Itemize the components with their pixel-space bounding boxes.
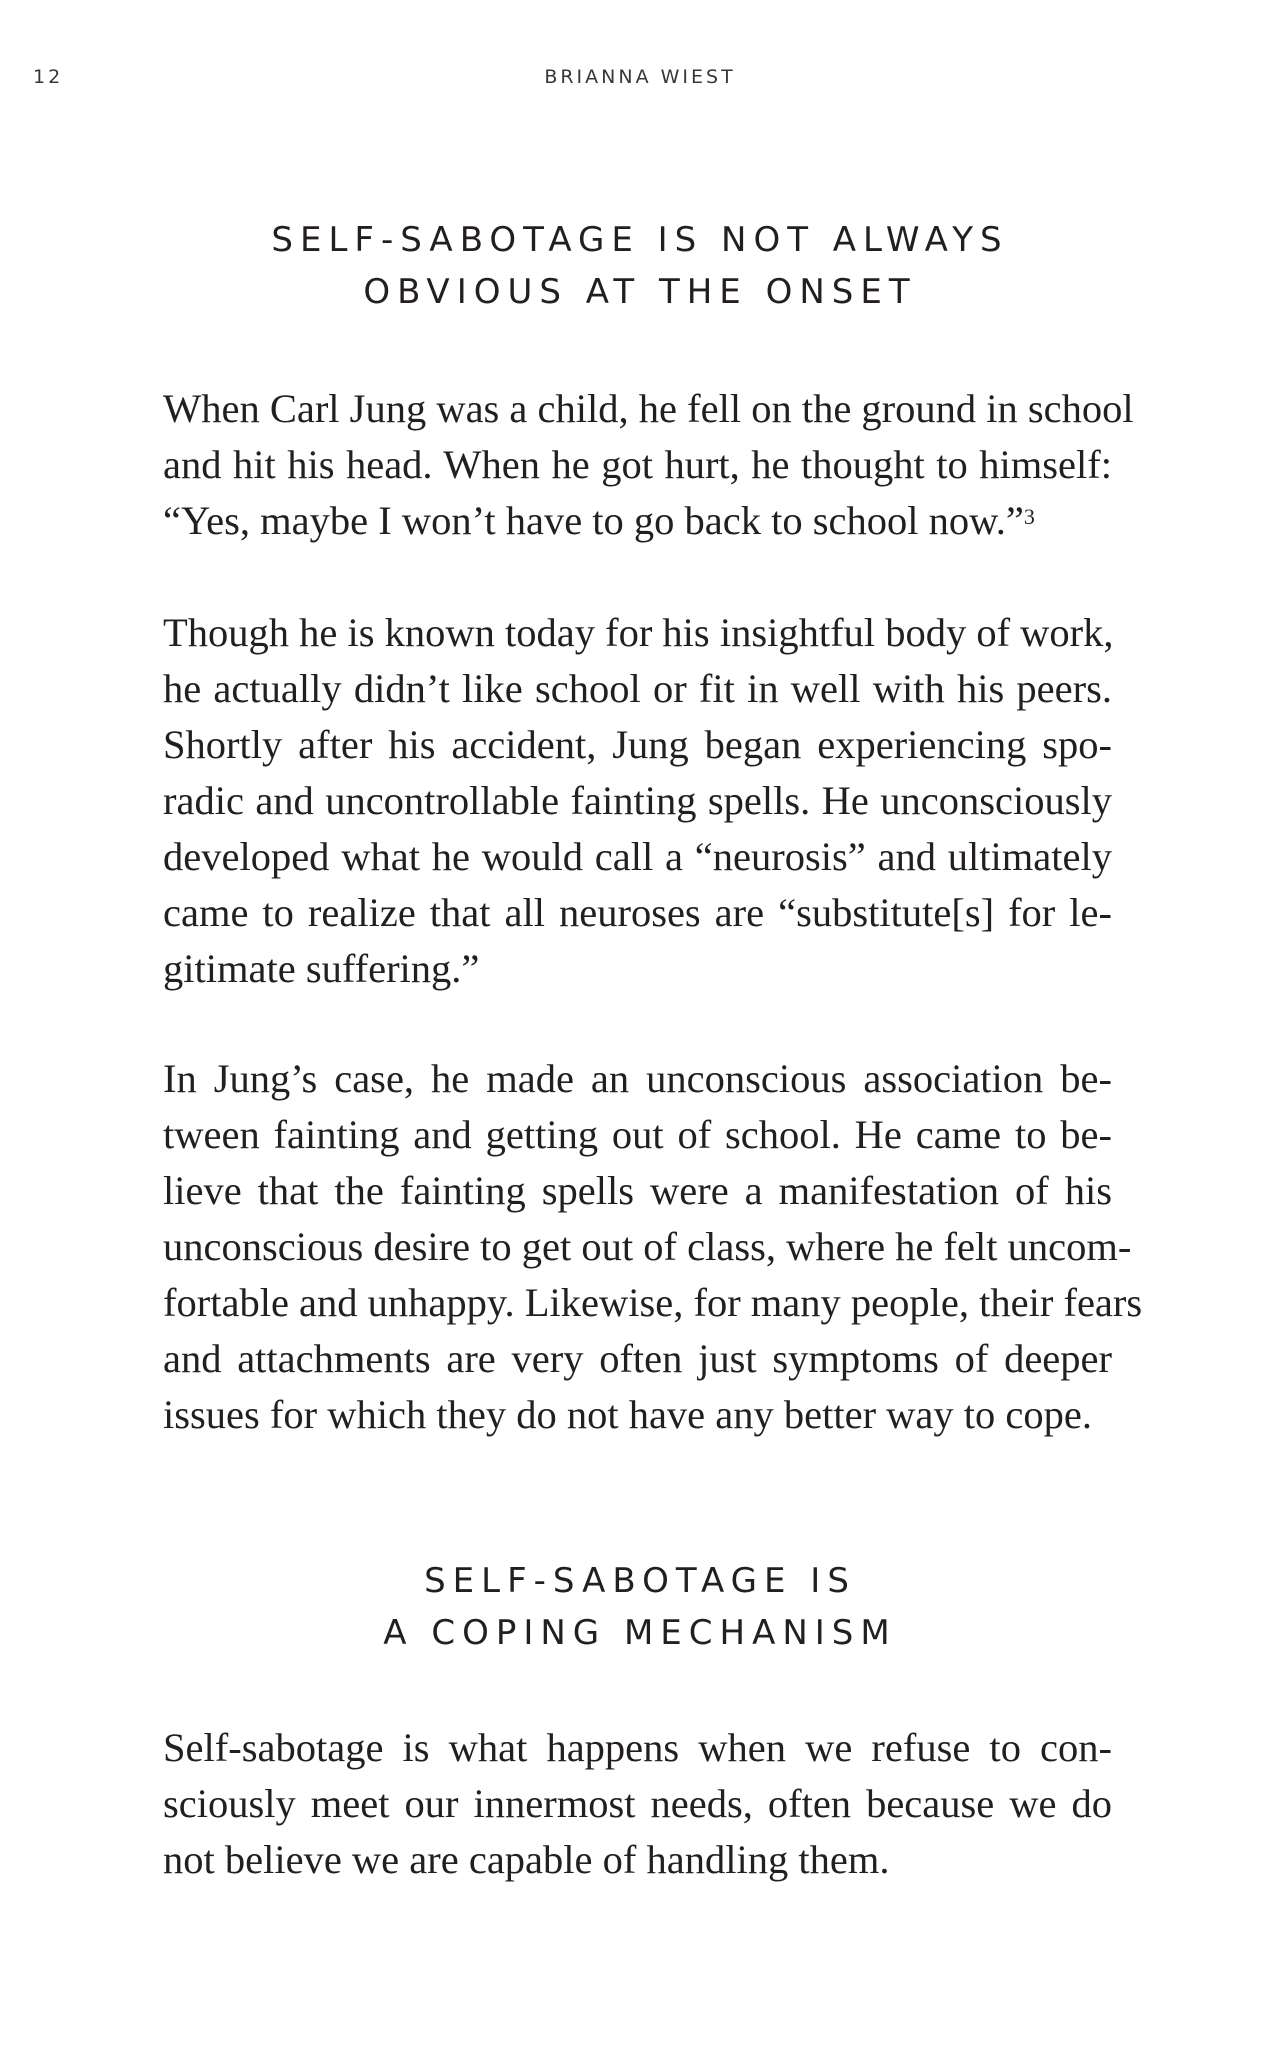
paragraph-line: developed what he would call a “neurosis” and ultimately — [163, 834, 1112, 879]
paragraph-line: not believe we are capable of handling them. — [163, 1837, 890, 1882]
paragraph-line: Though he is known today for his insightful body of work, — [163, 610, 1114, 655]
paragraph-line: Self-sabotage is what happens when we refuse to con- — [163, 1725, 1112, 1770]
paragraph-line: Shortly after his accident, Jung began experiencing spo- — [163, 722, 1112, 767]
section-heading-line: SELF-SABOTAGE IS NOT ALWAYS — [271, 220, 1009, 260]
section-heading-line: OBVIOUS AT THE ONSET — [363, 272, 917, 312]
paragraph-line: When Carl Jung was a child, he fell on the ground in school — [163, 386, 1134, 431]
paragraph-line: and attachments are very often just symptoms of deeper — [163, 1336, 1112, 1381]
paragraph-line: and hit his head. When he got hurt, he thought to himself: — [163, 442, 1112, 487]
paragraph-line: fortable and unhappy. Likewise, for many people, their fears — [163, 1280, 1143, 1325]
paragraph-line-with-footnote — [163, 493, 1112, 549]
footnote-marker[interactable]: 3 — [1023, 504, 1035, 529]
section-heading-line: SELF-SABOTAGE IS — [424, 1561, 856, 1601]
page-number: 12 — [33, 66, 64, 88]
section-heading-2 — [0, 1555, 1280, 1659]
running-head-author: BRIANNA WIEST — [544, 66, 736, 88]
paragraph-line: sciously meet our innermost needs, often because we do — [163, 1781, 1112, 1826]
paragraph-line: unconscious desire to get out of class, where he felt uncom- — [163, 1224, 1132, 1269]
section-heading-line: A COPING MECHANISM — [383, 1613, 897, 1653]
paragraph-line: came to realize that all neuroses are “substitute[s] for le- — [163, 890, 1112, 935]
paragraph-jung-childhood — [163, 381, 1134, 549]
paragraph-line: he actually didn’t like school or fit in well with his peers. — [163, 666, 1112, 711]
running-head — [0, 66, 1280, 90]
paragraph-line: tween fainting and getting out of school. He came to be- — [163, 1112, 1112, 1157]
paragraph-line: issues for which they do not have any better way to cope. — [163, 1392, 1092, 1437]
paragraph-jung-fainting — [163, 605, 1112, 997]
paragraph-line: “Yes, maybe I won’t have to go back to school now.” — [163, 498, 1024, 543]
paragraph-line: radic and uncontrollable fainting spells. He unconsciously — [163, 778, 1112, 823]
paragraph-line: In Jung’s case, he made an unconscious association be- — [163, 1056, 1112, 1101]
paragraph-line: gitimate suffering.” — [163, 946, 480, 991]
paragraph-line: lieve that the fainting spells were a manifestation of his — [163, 1168, 1112, 1213]
section-heading-1 — [0, 214, 1280, 318]
paragraph-coping-mechanism — [163, 1720, 1112, 1888]
paragraph-jung-association — [163, 1051, 1143, 1443]
